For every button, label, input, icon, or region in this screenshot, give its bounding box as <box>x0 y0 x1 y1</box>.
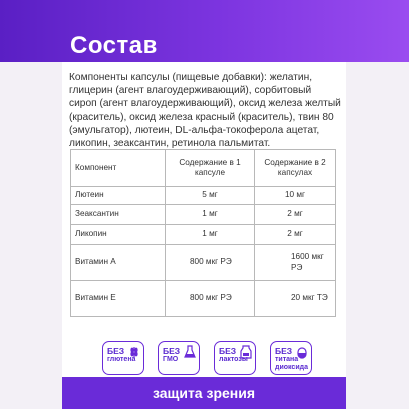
column-header: Содержание в 2 капсулах <box>255 150 336 187</box>
table-cell: Зеаксантин <box>71 205 166 225</box>
no-gluten-badge <box>102 341 144 375</box>
no-titanium-dioxide-badge <box>270 341 312 375</box>
badge-prefix: БЕЗ <box>163 346 181 356</box>
table-cell: Ликопин <box>71 225 166 245</box>
badge-label: титана диоксида <box>275 356 308 371</box>
flask-icon <box>184 345 196 359</box>
table-cell: 1600 мкг РЭ <box>255 245 336 281</box>
table-cell: Витамин А <box>71 245 166 281</box>
table-cell: 1 мг <box>166 225 255 245</box>
table-cell: 800 мкг РЭ <box>166 281 255 317</box>
table-cell: Лютеин <box>71 187 166 205</box>
page-title: Состав <box>70 32 158 59</box>
table-cell: 2 мг <box>255 225 336 245</box>
badge-prefix: БЕЗ <box>275 346 293 356</box>
table-header-row <box>71 150 336 187</box>
table-row <box>71 225 336 245</box>
badge-label: лактозы <box>219 356 248 363</box>
table-cell: 2 мг <box>255 205 336 225</box>
table-row <box>71 187 336 205</box>
milk-carton-icon <box>240 345 252 359</box>
column-header: Компонент <box>71 150 166 187</box>
wheat-icon <box>128 345 140 359</box>
badge-prefix: БЕЗ <box>107 346 125 356</box>
table-row <box>71 245 336 281</box>
table-row <box>71 281 336 317</box>
badge-row <box>102 341 312 379</box>
table-cell: 5 мг <box>166 187 255 205</box>
badge-label: глютена <box>107 356 136 363</box>
table-cell: Витамин Е <box>71 281 166 317</box>
header-banner <box>0 0 409 62</box>
no-lactose-badge <box>214 341 256 375</box>
no-gmo-badge <box>158 341 200 375</box>
composition-card <box>62 62 346 400</box>
column-header: Содержание в 1 капсуле <box>166 150 255 187</box>
ingredients-text: Компоненты капсулы (пищевые добавки): желатин, глицерин (агент влагоудерживающий), сорбитовый сироп (агент влагоудерживающий), оксид железа желтый (краситель), оксид железа красный (краситель), твин 80 (эмульгатор), лютеин, DL-альфа-токоферола ацетат, ликопин, зеаксантин, ретинола пальмитат. <box>69 72 341 150</box>
table-cell: 1 мг <box>166 205 255 225</box>
badge-label: ГМО <box>163 356 179 363</box>
table-cell: 20 мкг ТЭ <box>255 281 336 317</box>
badge-prefix: БЕЗ <box>219 346 237 356</box>
tagline-bar <box>62 377 346 409</box>
table-cell: 10 мг <box>255 187 336 205</box>
composition-table <box>70 149 336 317</box>
capsule-icon <box>296 345 308 359</box>
table-row <box>71 205 336 225</box>
table-cell: 800 мкг РЭ <box>166 245 255 281</box>
tagline-text: защита зрения <box>152 385 256 401</box>
